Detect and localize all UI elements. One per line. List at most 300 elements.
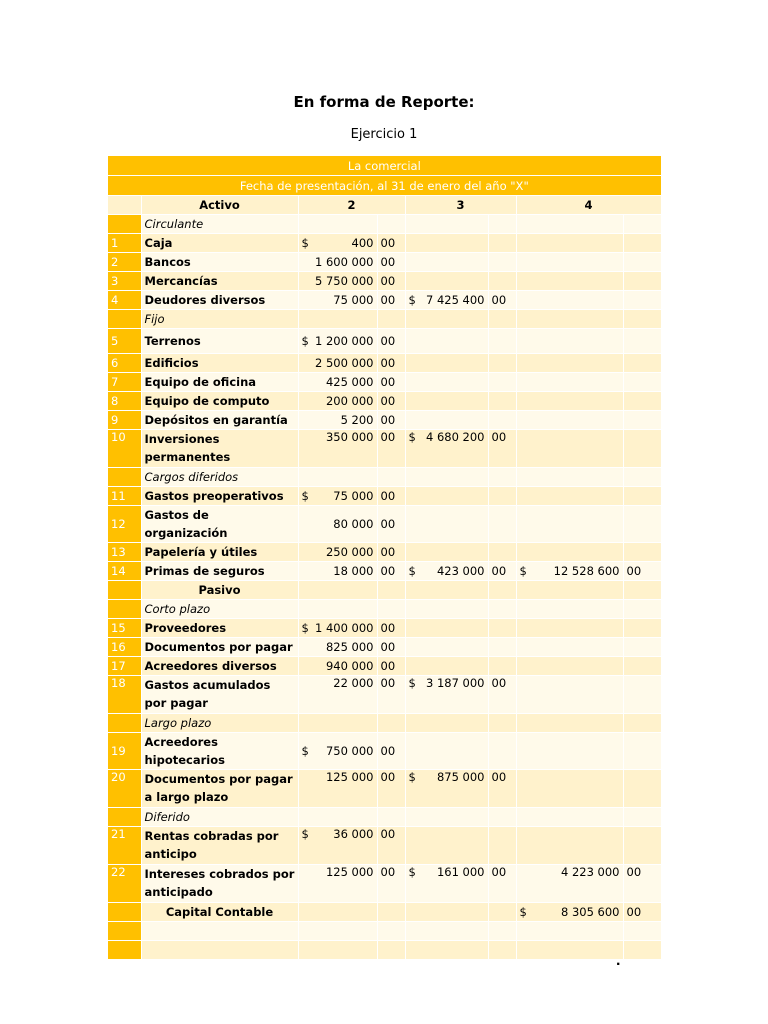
amount-col3 xyxy=(405,922,488,941)
amount-col4 xyxy=(516,310,623,329)
column-header-row xyxy=(108,196,661,215)
header-company-row xyxy=(108,156,661,176)
footer-mark: . xyxy=(616,952,621,969)
row-number: 20 xyxy=(108,770,141,808)
currency-amount xyxy=(520,905,620,919)
category-row xyxy=(108,310,661,329)
category-row xyxy=(108,714,661,733)
currency-amount xyxy=(409,564,485,578)
cents-col3 xyxy=(488,903,516,922)
amount-col2 xyxy=(298,903,377,922)
cents-col2 xyxy=(377,922,405,941)
cents-col4 xyxy=(623,714,661,733)
cents-col4 xyxy=(623,392,661,411)
cents-col2: 00 xyxy=(377,291,405,310)
amount-col3 xyxy=(405,865,488,903)
amount-col3 xyxy=(405,562,488,581)
currency-sign: $ xyxy=(301,827,309,841)
amount-col3 xyxy=(405,234,488,253)
cents-col2 xyxy=(377,310,405,329)
table-row xyxy=(108,676,661,714)
table-row xyxy=(108,272,661,291)
column-header-2: 2 xyxy=(298,196,405,215)
blank-row xyxy=(108,922,661,941)
cents-col4 xyxy=(623,215,661,234)
amount-col4 xyxy=(516,215,623,234)
amount-col4 xyxy=(516,714,623,733)
cents-col3 xyxy=(488,619,516,638)
amount-col4 xyxy=(516,581,623,600)
cents-col3 xyxy=(488,411,516,430)
amount-value: 875 000 xyxy=(436,770,485,784)
table-row xyxy=(108,234,661,253)
table-row xyxy=(108,373,661,392)
cents-col2: 00 xyxy=(377,562,405,581)
amount-col3 xyxy=(405,733,488,770)
row-number: 7 xyxy=(108,373,141,392)
amount-value: 4 680 200 xyxy=(425,430,485,444)
cents-col3 xyxy=(488,657,516,676)
cents-col2: 00 xyxy=(377,487,405,506)
cents-col3 xyxy=(488,827,516,865)
account-name: Equipo de oficina xyxy=(141,373,298,392)
currency-amount xyxy=(302,827,374,841)
cents-col3: 00 xyxy=(488,676,516,714)
amount-col2: 22 000 xyxy=(298,676,377,714)
amount-col4 xyxy=(516,291,623,310)
amount-col2 xyxy=(298,215,377,234)
amount-col3 xyxy=(405,468,488,487)
amount-col2 xyxy=(298,234,377,253)
row-number xyxy=(108,310,141,329)
currency-sign: $ xyxy=(301,744,309,758)
cents-col4 xyxy=(623,543,661,562)
cents-col3 xyxy=(488,808,516,827)
cents-col4 xyxy=(623,581,661,600)
amount-col3 xyxy=(405,714,488,733)
account-name: Edificios xyxy=(141,354,298,373)
row-number xyxy=(108,581,141,600)
cents-col2 xyxy=(377,215,405,234)
amount-col3 xyxy=(405,392,488,411)
empty-cell xyxy=(141,922,298,941)
cents-col4 xyxy=(623,600,661,619)
amount-col4 xyxy=(516,373,623,392)
amount-col2 xyxy=(298,827,377,865)
amount-col4 xyxy=(516,468,623,487)
amount-value: 8 305 600 xyxy=(560,905,620,919)
amount-col2: 5 200 xyxy=(298,411,377,430)
cents-col4 xyxy=(623,487,661,506)
table-row xyxy=(108,487,661,506)
amount-col3 xyxy=(405,581,488,600)
amount-col2 xyxy=(298,941,377,960)
cents-col3: 00 xyxy=(488,291,516,310)
cents-col3: 00 xyxy=(488,770,516,808)
account-name: Documentos por pagar a largo plazo xyxy=(141,770,298,808)
cents-col2: 00 xyxy=(377,234,405,253)
cents-col4 xyxy=(623,827,661,865)
category-row xyxy=(108,600,661,619)
amount-value: 75 000 xyxy=(333,489,374,503)
amount-col4 xyxy=(516,922,623,941)
table-row xyxy=(108,543,661,562)
amount-col2: 75 000 xyxy=(298,291,377,310)
row-number: 17 xyxy=(108,657,141,676)
amount-col2 xyxy=(298,581,377,600)
currency-sign: $ xyxy=(408,564,416,578)
currency-amount xyxy=(302,334,374,348)
currency-sign: $ xyxy=(408,865,416,879)
amount-col3 xyxy=(405,543,488,562)
amount-col3 xyxy=(405,676,488,714)
column-header-activo: Activo xyxy=(141,196,298,215)
row-number xyxy=(108,215,141,234)
amount-value: 7 425 400 xyxy=(425,293,485,307)
cents-col2 xyxy=(377,714,405,733)
cents-col4 xyxy=(623,354,661,373)
cents-col3 xyxy=(488,392,516,411)
amount-col3 xyxy=(405,827,488,865)
cents-col3 xyxy=(488,468,516,487)
account-name: Mercancías xyxy=(141,272,298,291)
row-number: 19 xyxy=(108,733,141,770)
row-number: 11 xyxy=(108,487,141,506)
amount-col2: 2 500 000 xyxy=(298,354,377,373)
cents-col4 xyxy=(623,310,661,329)
currency-sign: $ xyxy=(301,236,309,250)
amount-col2: 80 000 xyxy=(298,506,377,543)
account-name: Acreedores hipotecarios xyxy=(141,733,298,770)
category-row xyxy=(108,808,661,827)
cents-col3 xyxy=(488,600,516,619)
section-label: Capital Contable xyxy=(141,903,298,922)
row-number: 22 xyxy=(108,865,141,903)
row-number: 9 xyxy=(108,411,141,430)
table-row xyxy=(108,657,661,676)
amount-col3 xyxy=(405,329,488,354)
amount-col3 xyxy=(405,903,488,922)
amount-col4 xyxy=(516,272,623,291)
currency-sign: $ xyxy=(519,564,527,578)
cents-col4: 00 xyxy=(623,903,661,922)
amount-col3 xyxy=(405,373,488,392)
account-name: Rentas cobradas por anticipo xyxy=(141,827,298,865)
cents-col4 xyxy=(623,253,661,272)
page-subtitle: Ejercicio 1 xyxy=(350,127,418,142)
row-number xyxy=(108,714,141,733)
row-number xyxy=(108,922,141,941)
amount-col3 xyxy=(405,941,488,960)
amount-col2 xyxy=(298,733,377,770)
amount-col4 xyxy=(516,619,623,638)
amount-col3 xyxy=(405,619,488,638)
blank-row xyxy=(108,941,661,960)
amount-col2 xyxy=(298,922,377,941)
row-number: 14 xyxy=(108,562,141,581)
table-row xyxy=(108,638,661,657)
account-name: Depósitos en garantía xyxy=(141,411,298,430)
row-number: 15 xyxy=(108,619,141,638)
amount-col2 xyxy=(298,808,377,827)
amount-value: 161 000 xyxy=(436,865,485,879)
cents-col2: 00 xyxy=(377,392,405,411)
category-row xyxy=(108,468,661,487)
row-number: 3 xyxy=(108,272,141,291)
row-number: 6 xyxy=(108,354,141,373)
account-name: Acreedores diversos xyxy=(141,657,298,676)
amount-col4 xyxy=(516,941,623,960)
category-row xyxy=(108,215,661,234)
amount-col3 xyxy=(405,770,488,808)
amount-col2: 5 750 000 xyxy=(298,272,377,291)
currency-amount xyxy=(409,676,485,690)
amount-value: 3 187 000 xyxy=(425,676,485,690)
cents-col3 xyxy=(488,506,516,543)
account-name: Documentos por pagar xyxy=(141,638,298,657)
currency-sign: $ xyxy=(408,430,416,444)
amount-col4 xyxy=(516,600,623,619)
empty-cell xyxy=(141,941,298,960)
amount-col2: 200 000 xyxy=(298,392,377,411)
cents-col2: 00 xyxy=(377,373,405,392)
cents-col3 xyxy=(488,733,516,770)
cents-col4 xyxy=(623,676,661,714)
amount-col2: 250 000 xyxy=(298,543,377,562)
table-row xyxy=(108,770,661,808)
cents-col4 xyxy=(623,770,661,808)
amount-col4: 4 223 000 xyxy=(516,865,623,903)
amount-col3 xyxy=(405,354,488,373)
cents-col2: 00 xyxy=(377,354,405,373)
amount-value: 423 000 xyxy=(436,564,485,578)
account-name: Intereses cobrados por anticipado xyxy=(141,865,298,903)
cents-col4 xyxy=(623,291,661,310)
cents-col4 xyxy=(623,468,661,487)
row-number: 18 xyxy=(108,676,141,714)
table-row xyxy=(108,329,661,354)
amount-col2 xyxy=(298,487,377,506)
amount-col2: 425 000 xyxy=(298,373,377,392)
row-number: 21 xyxy=(108,827,141,865)
account-name: Gastos de organización xyxy=(141,506,298,543)
cents-col2 xyxy=(377,600,405,619)
cents-col2: 00 xyxy=(377,253,405,272)
amount-col2: 1 600 000 xyxy=(298,253,377,272)
amount-col3 xyxy=(405,487,488,506)
amount-col4 xyxy=(516,487,623,506)
amount-col4 xyxy=(516,543,623,562)
amount-value: 1 200 000 xyxy=(314,334,374,348)
cents-col3 xyxy=(488,581,516,600)
table-row xyxy=(108,562,661,581)
cents-col3 xyxy=(488,922,516,941)
amount-col3 xyxy=(405,411,488,430)
cents-col4 xyxy=(623,619,661,638)
row-number xyxy=(108,941,141,960)
section-row xyxy=(108,903,661,922)
cents-col2: 00 xyxy=(377,543,405,562)
balance-sheet-table xyxy=(108,156,662,960)
row-number: 2 xyxy=(108,253,141,272)
amount-col4 xyxy=(516,253,623,272)
amount-col2: 18 000 xyxy=(298,562,377,581)
table-row xyxy=(108,291,661,310)
amount-col2: 825 000 xyxy=(298,638,377,657)
amount-col2: 125 000 xyxy=(298,770,377,808)
amount-col3 xyxy=(405,430,488,468)
cents-col4 xyxy=(623,733,661,770)
currency-amount xyxy=(409,865,485,879)
account-name: Papelería y útiles xyxy=(141,543,298,562)
account-name: Deudores diversos xyxy=(141,291,298,310)
header-date-row xyxy=(108,176,661,196)
section-label: Pasivo xyxy=(141,581,298,600)
cents-col4 xyxy=(623,941,661,960)
account-name: Equipo de computo xyxy=(141,392,298,411)
cents-col3 xyxy=(488,253,516,272)
account-name: Gastos acumulados por pagar xyxy=(141,676,298,714)
column-header-number xyxy=(108,196,141,215)
amount-col2 xyxy=(298,329,377,354)
amount-col3 xyxy=(405,657,488,676)
amount-col2: 940 000 xyxy=(298,657,377,676)
cents-col4: 00 xyxy=(623,562,661,581)
cents-col2: 00 xyxy=(377,638,405,657)
row-number xyxy=(108,903,141,922)
row-number: 8 xyxy=(108,392,141,411)
amount-col4 xyxy=(516,770,623,808)
amount-col3 xyxy=(405,638,488,657)
amount-col4 xyxy=(516,638,623,657)
currency-amount xyxy=(409,293,485,307)
account-name: Inversiones permanentes xyxy=(141,430,298,468)
amount-value: 1 400 000 xyxy=(314,621,374,635)
cents-col4: 00 xyxy=(623,865,661,903)
currency-amount xyxy=(302,744,374,758)
account-name: Caja xyxy=(141,234,298,253)
cents-col2 xyxy=(377,581,405,600)
cents-col2: 00 xyxy=(377,272,405,291)
amount-col3 xyxy=(405,310,488,329)
amount-col4 xyxy=(516,234,623,253)
cents-col4 xyxy=(623,808,661,827)
amount-col4 xyxy=(516,676,623,714)
column-header-3: 3 xyxy=(405,196,516,215)
cents-col2: 00 xyxy=(377,865,405,903)
amount-col2 xyxy=(298,714,377,733)
row-number: 10 xyxy=(108,430,141,468)
row-number xyxy=(108,600,141,619)
amount-col4 xyxy=(516,392,623,411)
cents-col3: 00 xyxy=(488,430,516,468)
account-name: Primas de seguros xyxy=(141,562,298,581)
amount-col4 xyxy=(516,411,623,430)
cents-col3 xyxy=(488,543,516,562)
amount-value: 12 528 600 xyxy=(553,564,620,578)
amount-col4 xyxy=(516,354,623,373)
account-name: Proveedores xyxy=(141,619,298,638)
cents-col2: 00 xyxy=(377,430,405,468)
amount-col2 xyxy=(298,468,377,487)
table-row xyxy=(108,733,661,770)
amount-value: 750 000 xyxy=(325,744,374,758)
account-name: Bancos xyxy=(141,253,298,272)
amount-col4 xyxy=(516,827,623,865)
amount-col4 xyxy=(516,506,623,543)
amount-col2 xyxy=(298,619,377,638)
amount-col2: 125 000 xyxy=(298,865,377,903)
amount-value: 36 000 xyxy=(333,827,374,841)
cents-col3 xyxy=(488,714,516,733)
cents-col2 xyxy=(377,808,405,827)
row-number: 1 xyxy=(108,234,141,253)
row-number xyxy=(108,468,141,487)
category-label: Largo plazo xyxy=(141,714,298,733)
amount-value: 400 xyxy=(351,236,374,250)
cents-col4 xyxy=(623,411,661,430)
amount-col4 xyxy=(516,329,623,354)
cents-col2 xyxy=(377,941,405,960)
account-name: Terrenos xyxy=(141,329,298,354)
cents-col4 xyxy=(623,373,661,392)
row-number: 5 xyxy=(108,329,141,354)
amount-col3 xyxy=(405,291,488,310)
report-date: Fecha de presentación, al 31 de enero del año "X" xyxy=(108,176,661,196)
amount-col3 xyxy=(405,506,488,543)
cents-col3: 00 xyxy=(488,865,516,903)
cents-col4 xyxy=(623,234,661,253)
table-row xyxy=(108,411,661,430)
cents-col3 xyxy=(488,215,516,234)
amount-col3 xyxy=(405,253,488,272)
amount-col2: 350 000 xyxy=(298,430,377,468)
currency-sign: $ xyxy=(408,676,416,690)
row-number: 16 xyxy=(108,638,141,657)
currency-amount xyxy=(409,770,485,784)
cents-col2: 00 xyxy=(377,619,405,638)
cents-col2: 00 xyxy=(377,733,405,770)
table-row xyxy=(108,253,661,272)
amount-col3 xyxy=(405,808,488,827)
category-label: Cargos diferidos xyxy=(141,468,298,487)
cents-col3 xyxy=(488,310,516,329)
cents-col2: 00 xyxy=(377,506,405,543)
cents-col3 xyxy=(488,941,516,960)
amount-col3 xyxy=(405,272,488,291)
category-label: Corto plazo xyxy=(141,600,298,619)
category-label: Circulante xyxy=(141,215,298,234)
currency-amount xyxy=(520,564,620,578)
currency-amount xyxy=(302,621,374,635)
cents-col2: 00 xyxy=(377,329,405,354)
cents-col3 xyxy=(488,234,516,253)
table-row xyxy=(108,827,661,865)
amount-col4 xyxy=(516,808,623,827)
currency-amount xyxy=(302,489,374,503)
table-row xyxy=(108,392,661,411)
cents-col3 xyxy=(488,329,516,354)
cents-col3 xyxy=(488,354,516,373)
cents-col3 xyxy=(488,272,516,291)
cents-col4 xyxy=(623,506,661,543)
amount-col2 xyxy=(298,310,377,329)
cents-col4 xyxy=(623,922,661,941)
cents-col2: 00 xyxy=(377,770,405,808)
account-name: Gastos preoperativos xyxy=(141,487,298,506)
amount-col3 xyxy=(405,600,488,619)
amount-col2 xyxy=(298,600,377,619)
